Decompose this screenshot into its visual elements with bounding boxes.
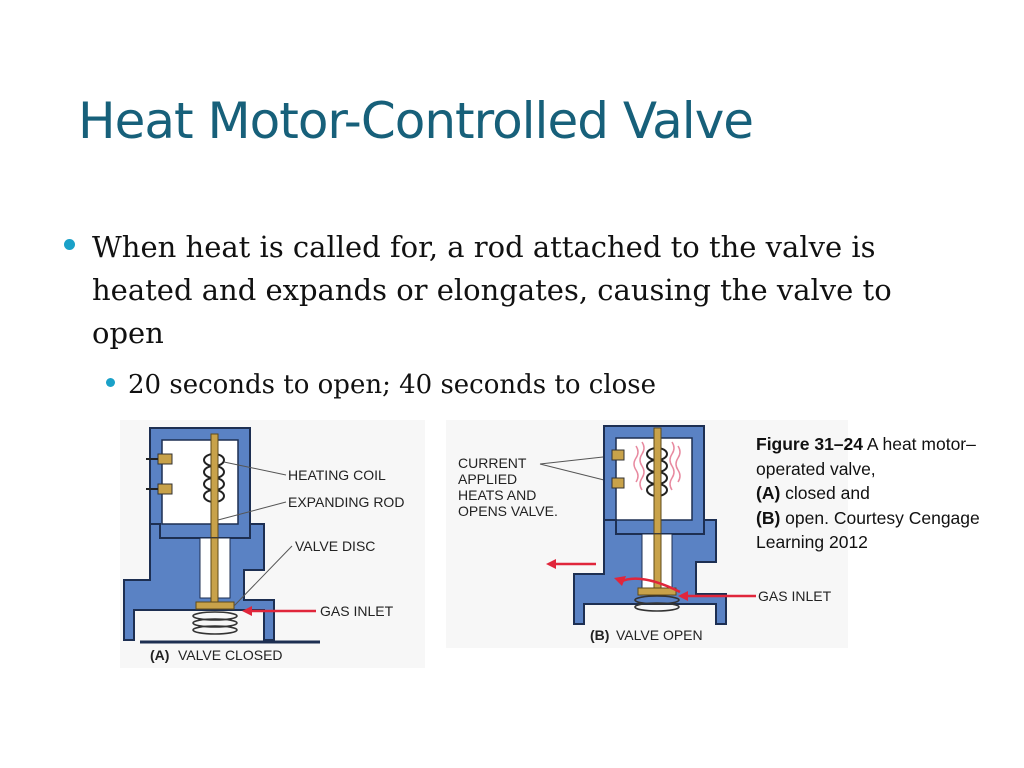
figure-a-valve-closed xyxy=(120,420,425,668)
bullet-main-text: When heat is called for, a rod attached to the valve is heated and expands or elongates, causing the valve to open xyxy=(92,230,892,350)
caption-text-1: A heat motor–operated valve, xyxy=(756,434,976,479)
caption-b-marker: (B) xyxy=(756,507,781,528)
label-gas-inlet-a: GAS INLET xyxy=(320,603,394,619)
label-current-4: OPENS VALVE. xyxy=(458,503,558,519)
label-gas-inlet-b: GAS INLET xyxy=(758,588,832,604)
caption-a-marker: (A) xyxy=(756,483,781,503)
figure-b-caption: VALVE OPEN xyxy=(616,627,703,643)
valve-closed-illustration xyxy=(120,420,425,668)
caption-text-2: closed and xyxy=(785,483,870,503)
figure-b-letter: (B) xyxy=(590,627,610,643)
label-valve-disc: VALVE DISC xyxy=(295,538,376,554)
bullet-sub-text: 20 seconds to open; 40 seconds to close xyxy=(128,370,657,400)
figure-caption xyxy=(756,432,1006,555)
label-expanding-rod: EXPANDING ROD xyxy=(288,494,405,510)
caption-text-3: open. Courtesy Cengage Learning 2012 xyxy=(756,507,980,552)
label-current-1: CURRENT xyxy=(458,455,527,471)
figure-a-caption: VALVE CLOSED xyxy=(178,647,283,663)
label-heating-coil: HEATING COIL xyxy=(288,467,386,483)
bullet-main xyxy=(60,226,960,355)
bullet-dot-icon xyxy=(64,239,75,250)
bullet-dot-icon xyxy=(106,378,115,387)
label-current-2: APPLIED xyxy=(458,471,518,487)
bullet-sub xyxy=(104,367,904,403)
figure-a-letter: (A) xyxy=(150,647,170,663)
label-current-3: HEATS AND xyxy=(458,487,537,503)
caption-figure-number: Figure 31–24 xyxy=(756,434,863,454)
slide-title: Heat Motor-Controlled Valve xyxy=(78,92,754,150)
